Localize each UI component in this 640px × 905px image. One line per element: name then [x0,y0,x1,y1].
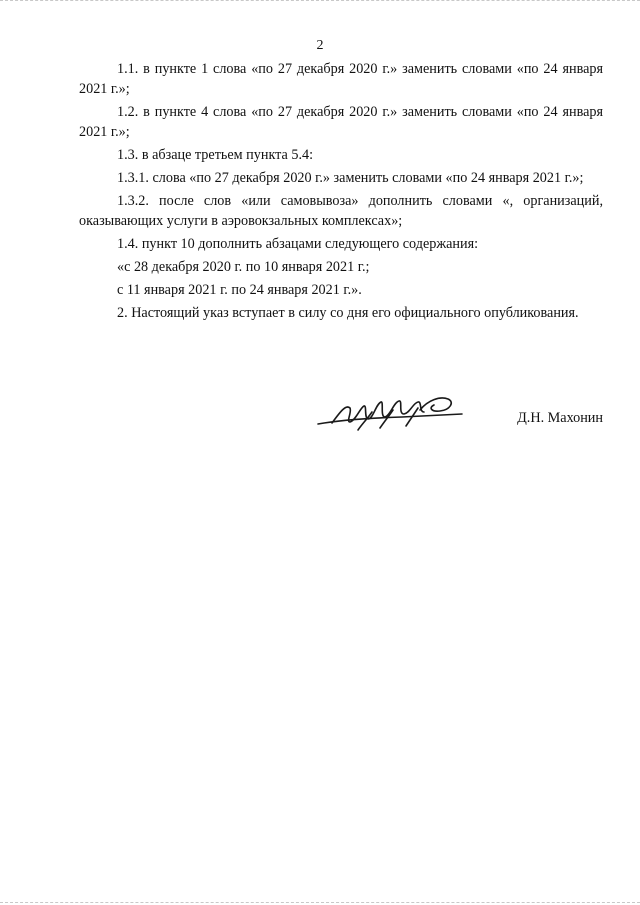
handwritten-signature [310,390,470,436]
paragraph-1-2: 1.2. в пункте 4 слова «по 27 декабря 2020 г.» заменить словами «по 24 января 2021 г.»; [79,104,603,140]
paragraph-1-3-1: 1.3.1. слова «по 27 декабря 2020 г.» заменить словами «по 24 января 2021 г.»; [117,170,584,186]
paragraph-period-2: с 11 января 2021 г. по 24 января 2021 г.». [117,282,362,298]
signature-block [300,390,603,440]
paragraph-2: 2. Настоящий указ вступает в силу со дня его официального опубликования. [117,305,579,321]
document-body [79,59,603,326]
paragraph-1-3-2: 1.3.2. после слов «или самовывоза» дополнить словами «, организаций, оказывающих услуги в аэровокзальных комплексах»; [79,193,603,229]
page-number: 2 [316,38,324,53]
scan-edge-top [0,0,640,4]
paragraph-1-4: 1.4. пункт 10 дополнить абзацами следующего содержания: [117,236,479,252]
paragraph-1-3: 1.3. в абзаце третьем пункта 5.4: [117,147,314,163]
paragraph-period-1: «с 28 декабря 2020 г. по 10 января 2021 г.; [117,259,370,275]
paragraph-1-1: 1.1. в пункте 1 слова «по 27 декабря 2020 г.» заменить словами «по 24 января 2021 г.»; [79,61,603,97]
signer-name: Д.Н. Махонин [517,410,603,426]
scan-edge-bottom [0,900,640,903]
